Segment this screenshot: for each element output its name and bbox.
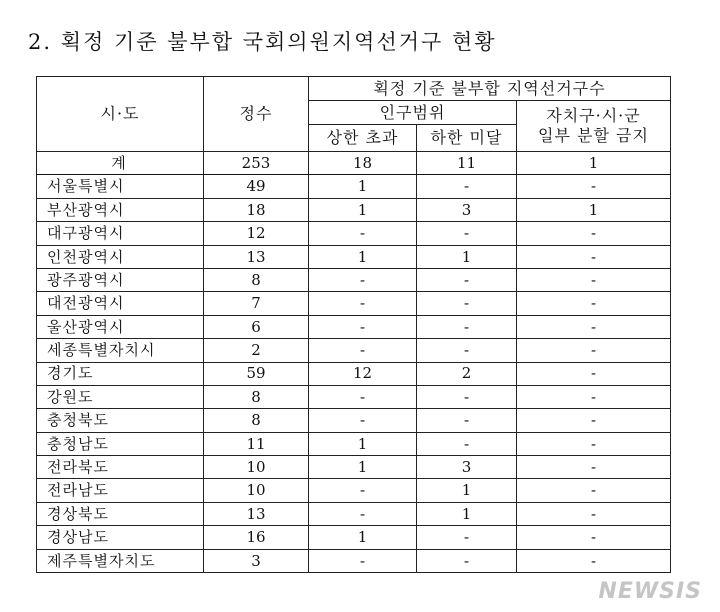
split-ban-cell: - (517, 175, 671, 198)
split-ban-cell: - (517, 549, 671, 572)
table-row (37, 526, 671, 549)
seats-cell: 12 (204, 222, 309, 245)
table-row (37, 268, 671, 291)
seats-cell: 8 (204, 385, 309, 408)
total-row (37, 152, 671, 175)
header-noncompliant-group: 획정 기준 불부합 지역선거구수 (309, 77, 671, 101)
seats-cell: 8 (204, 409, 309, 432)
lower-under-cell: 2 (417, 362, 517, 385)
split-ban-cell: - (517, 385, 671, 408)
upper-exceed-cell: 1 (309, 432, 417, 455)
split-ban-cell: - (517, 362, 671, 385)
table-row (37, 432, 671, 455)
region-cell: 대전광역시 (37, 292, 204, 315)
split-ban-cell: - (517, 339, 671, 362)
upper-exceed-cell: 1 (309, 456, 417, 479)
header-upper-exceed: 상한 초과 (309, 125, 417, 152)
region-cell: 전라북도 (37, 456, 204, 479)
region-cell: 제주특별자치도 (37, 549, 204, 572)
upper-exceed-cell: - (309, 339, 417, 362)
upper-exceed-cell: - (309, 549, 417, 572)
lower-under-cell: - (417, 315, 517, 338)
upper-exceed-cell: 1 (309, 526, 417, 549)
region-cell: 광주광역시 (37, 268, 204, 291)
lower-under-cell: - (417, 409, 517, 432)
upper-exceed-cell: - (309, 409, 417, 432)
split-ban-cell: - (517, 292, 671, 315)
split-ban-cell: - (517, 409, 671, 432)
split-ban-cell: 1 (517, 198, 671, 221)
lower-under-cell: - (417, 526, 517, 549)
region-cell: 경상남도 (37, 526, 204, 549)
table-row (37, 549, 671, 572)
lower-under-cell: - (417, 385, 517, 408)
table-row (37, 198, 671, 221)
upper-exceed-cell: - (309, 268, 417, 291)
seats-cell: 8 (204, 268, 309, 291)
split-ban-cell: - (517, 222, 671, 245)
split-ban-cell: - (517, 432, 671, 455)
upper-exceed-cell: 1 (309, 198, 417, 221)
split-ban-cell: - (517, 245, 671, 268)
news-watermark: NEWSIS (598, 579, 702, 604)
seats-cell: 16 (204, 526, 309, 549)
upper-exceed-cell: - (309, 292, 417, 315)
split-ban-cell: - (517, 479, 671, 502)
upper-exceed-cell: - (309, 385, 417, 408)
seats-cell: 49 (204, 175, 309, 198)
lower-under-cell: - (417, 175, 517, 198)
lower-under-cell: 3 (417, 456, 517, 479)
lower-under-cell: - (417, 549, 517, 572)
region-cell: 서울특별시 (37, 175, 204, 198)
header-split-ban-line1: 자치구·시·군 (546, 106, 641, 125)
split-ban-cell: - (517, 456, 671, 479)
upper-exceed-cell: 1 (309, 245, 417, 268)
region-cell: 부산광역시 (37, 198, 204, 221)
table-row (37, 245, 671, 268)
lower-under-cell: - (417, 222, 517, 245)
seats-cell: 18 (204, 198, 309, 221)
table-row (37, 222, 671, 245)
region-cell: 대구광역시 (37, 222, 204, 245)
seats-cell: 2 (204, 339, 309, 362)
seats-cell: 7 (204, 292, 309, 315)
region-cell: 강원도 (37, 385, 204, 408)
table-row (37, 362, 671, 385)
table-row (37, 409, 671, 432)
lower-under-cell: - (417, 432, 517, 455)
table-row (37, 315, 671, 338)
lower-under-cell: 3 (417, 198, 517, 221)
header-population-range: 인구범위 (309, 101, 517, 125)
upper-exceed-cell: - (309, 315, 417, 338)
header-split-ban-line2: 일부 분할 금지 (538, 126, 649, 145)
table-row (37, 385, 671, 408)
region-cell: 세종특별자치시 (37, 339, 204, 362)
region-cell: 인천광역시 (37, 245, 204, 268)
header-lower-under: 하한 미달 (417, 125, 517, 152)
lower-under-cell: - (417, 339, 517, 362)
split-ban-cell: - (517, 502, 671, 525)
upper-exceed-cell: 1 (309, 175, 417, 198)
split-ban-cell: - (517, 315, 671, 338)
region-cell: 경기도 (37, 362, 204, 385)
table-row (37, 479, 671, 502)
seats-cell: 59 (204, 362, 309, 385)
lower-under-cell: 1 (417, 479, 517, 502)
total-seats: 253 (204, 152, 309, 175)
seats-cell: 10 (204, 479, 309, 502)
lower-under-cell: - (417, 268, 517, 291)
district-table (36, 76, 671, 573)
table-row (37, 175, 671, 198)
header-seats: 정수 (204, 77, 309, 152)
region-cell: 전라남도 (37, 479, 204, 502)
total-upper: 18 (309, 152, 417, 175)
seats-cell: 10 (204, 456, 309, 479)
region-cell: 울산광역시 (37, 315, 204, 338)
document-title: 2. 획정 기준 불부합 국회의원지역선거구 현황 (28, 30, 497, 54)
table-row (37, 456, 671, 479)
split-ban-cell: - (517, 526, 671, 549)
seats-cell: 3 (204, 549, 309, 572)
seats-cell: 6 (204, 315, 309, 338)
lower-under-cell: 1 (417, 245, 517, 268)
region-cell: 충청북도 (37, 409, 204, 432)
lower-under-cell: - (417, 292, 517, 315)
upper-exceed-cell: - (309, 222, 417, 245)
seats-cell: 11 (204, 432, 309, 455)
upper-exceed-cell: - (309, 502, 417, 525)
header-split-ban (517, 101, 671, 152)
table-row (37, 292, 671, 315)
split-ban-cell: - (517, 268, 671, 291)
total-split: 1 (517, 152, 671, 175)
region-cell: 충청남도 (37, 432, 204, 455)
seats-cell: 13 (204, 245, 309, 268)
table-row (37, 339, 671, 362)
lower-under-cell: 1 (417, 502, 517, 525)
table-row (37, 502, 671, 525)
total-label: 계 (37, 152, 204, 175)
total-lower: 11 (417, 152, 517, 175)
header-region: 시·도 (37, 77, 204, 152)
upper-exceed-cell: - (309, 479, 417, 502)
region-cell: 경상북도 (37, 502, 204, 525)
table-body (37, 152, 671, 573)
upper-exceed-cell: 12 (309, 362, 417, 385)
seats-cell: 13 (204, 502, 309, 525)
